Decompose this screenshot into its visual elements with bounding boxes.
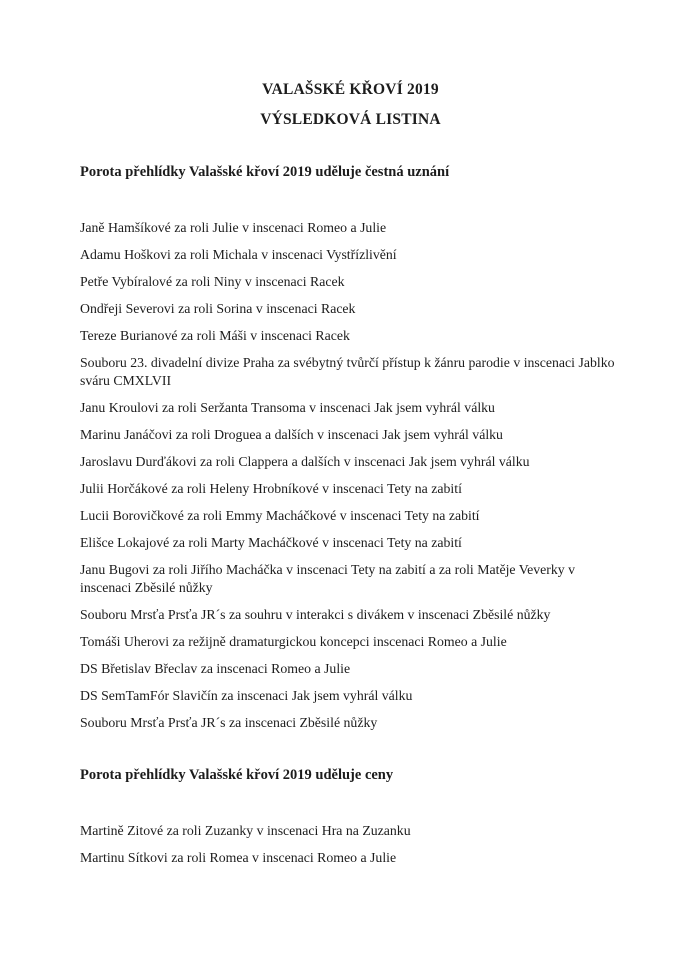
award-item: Adamu Hoškovi za roli Michala v inscenaci Vystřízlivění: [80, 247, 397, 262]
award-item: Souboru Mrsťa Prsťa JR´s za inscenaci Zběsilé nůžky: [80, 715, 378, 730]
award-item: Elišce Lokajové za roli Marty Macháčkové v inscenaci Tety na zabití: [80, 535, 462, 550]
award-item: Janu Bugovi za roli Jiřího Macháčka v inscenaci Tety na zabití a za roli Matěje Veverky v inscenaci Zběsilé nůžky: [80, 562, 576, 595]
award-item: Ondřeji Severovi za roli Sorina v inscenaci Racek: [80, 301, 356, 316]
section-heading-prizes: Porota přehlídky Valašské křoví 2019 uděluje ceny: [80, 767, 394, 783]
award-item: Souboru 23. divadelní divize Praha za svébytný tvůrčí přístup k žánru parodie v inscenaci Jablko sváru CMXLVII: [80, 355, 615, 388]
award-item: DS Břetislav Břeclav za inscenaci Romeo a Julie: [80, 661, 351, 676]
award-item: Tomáši Uherovi za režijně dramaturgickou koncepci inscenaci Romeo a Julie: [80, 634, 507, 649]
award-item: Jaroslavu Durďákovi za roli Clappera a dalších v inscenaci Jak jsem vyhrál válku: [80, 454, 530, 469]
award-item: Petře Vybíralové za roli Niny v inscenaci Racek: [80, 274, 345, 289]
section-heading-honorable-mentions: Porota přehlídky Valašské křoví 2019 uděluje čestná uznání: [80, 164, 450, 180]
document-title-line2: VÝSLEDKOVÁ LISTINA: [260, 111, 441, 128]
award-item: DS SemTamFór Slavičín za inscenaci Jak jsem vyhrál válku: [80, 688, 413, 703]
award-item: Marinu Janáčovi za roli Droguea a dalších v inscenaci Jak jsem vyhrál válku: [80, 427, 503, 442]
award-item: Janu Kroulovi za roli Seržanta Transoma v inscenaci Jak jsem vyhrál válku: [80, 400, 495, 415]
award-item: Lucii Borovičkové za roli Emmy Macháčkové v inscenaci Tety na zabití: [80, 508, 480, 523]
award-item: Souboru Mrsťa Prsťa JR´s za souhru v interakci s divákem v inscenaci Zběsilé nůžky: [80, 607, 551, 622]
award-item: Janě Hamšíkové za roli Julie v inscenaci Romeo a Julie: [80, 220, 387, 235]
award-item: Martinu Sítkovi za roli Romea v inscenaci Romeo a Julie: [80, 850, 397, 865]
award-item: Martině Zitové za roli Zuzanky v inscenaci Hra na Zuzanku: [80, 823, 411, 838]
award-item: Tereze Burianové za roli Máši v inscenaci Racek: [80, 328, 350, 343]
document-title-line1: VALAŠSKÉ KŘOVÍ 2019: [262, 81, 439, 98]
award-item: Julii Horčákové za roli Heleny Hrobníkové v inscenaci Tety na zabití: [80, 481, 462, 496]
